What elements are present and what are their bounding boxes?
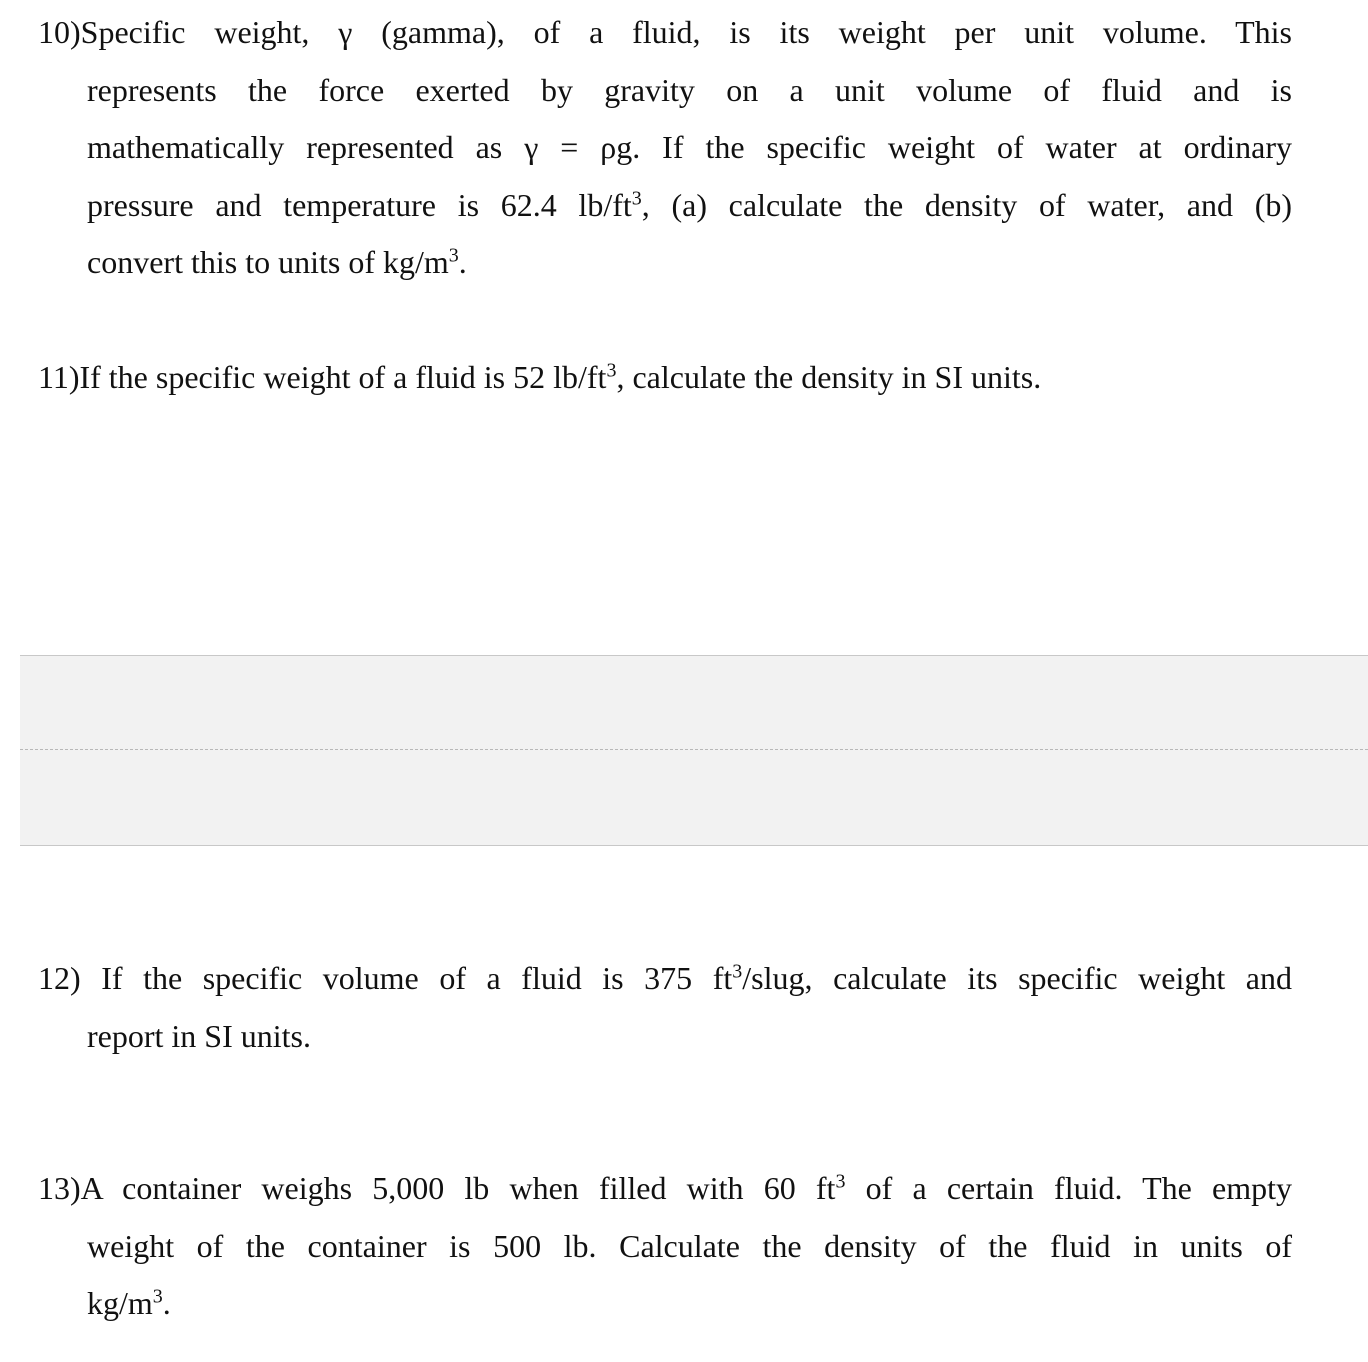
question-10-line-5 — [38, 234, 1292, 292]
question-12 — [38, 950, 1292, 1065]
superscript: 3 — [448, 244, 459, 267]
question-13 — [38, 1160, 1292, 1333]
question-13-line-2: weight of the container is 500 lb. Calculate the density of the fluid in units of — [87, 1227, 1292, 1264]
question-13-line-1 — [38, 1160, 1292, 1218]
question-10-line-4 — [38, 177, 1292, 235]
superscript: 3 — [631, 186, 642, 209]
question-10-line-5-text-a: convert this to units of kg/m — [87, 244, 449, 280]
question-13-line-3-text-a: kg/m — [87, 1285, 153, 1321]
question-13-line-3 — [38, 1275, 1292, 1333]
question-13-line-1-text-b: of a certain fluid. The empty — [845, 1170, 1293, 1206]
question-12-line-1-text-b: /slug, calculate its specific weight and — [742, 960, 1293, 996]
question-11-line-1 — [38, 349, 1292, 407]
question-13-line-3-text-b: . — [162, 1285, 171, 1321]
question-10-line-1: 10)Specific weight, γ (gamma), of a fluid, is its weight per unit volume. This — [38, 14, 1292, 50]
superscript: 3 — [606, 359, 617, 382]
question-13-line-1-text-a: 13)A container weighs 5,000 lb when filled with 60 ft — [38, 1170, 836, 1206]
question-10-line-2: represents the force exerted by gravity on a unit volume of fluid and is — [87, 71, 1292, 108]
page-break-separator — [20, 655, 1368, 846]
question-10-line-3: mathematically represented as γ = ρg. If the specific weight of water at ordinary — [87, 129, 1292, 165]
question-12-line-1 — [38, 950, 1292, 1008]
question-11-text-a: 11)If the specific weight of a fluid is 52 lb/ft — [38, 359, 607, 395]
question-10-line-4-text-b: , (a) calculate the density of water, and (b) — [641, 186, 1293, 223]
question-10-line-5-text-b: . — [458, 244, 467, 280]
question-11 — [38, 349, 1292, 407]
question-11-text-b: , calculate the density in SI units. — [616, 359, 1042, 395]
superscript: 3 — [835, 1170, 846, 1193]
superscript: 3 — [152, 1285, 163, 1308]
question-10-line-4-text-a: pressure and temperature is 62.4 lb/ft — [87, 186, 632, 223]
question-10 — [38, 4, 1292, 292]
superscript: 3 — [732, 960, 743, 983]
question-12-line-1-text-a: 12) If the specific volume of a fluid is 375 ft — [38, 960, 733, 996]
question-12-line-2: report in SI units. — [87, 1017, 311, 1054]
page-break-dashed-line — [20, 749, 1368, 750]
